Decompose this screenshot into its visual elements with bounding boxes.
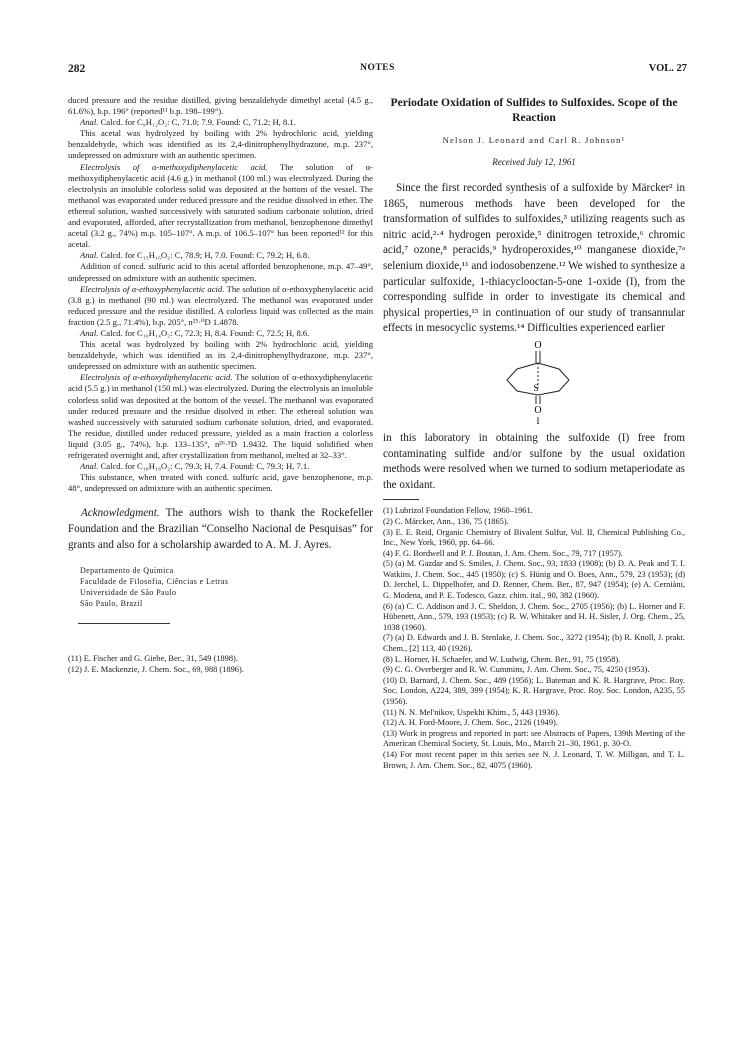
acknowledgment xyxy=(68,506,373,553)
analysis-text: Calcd. for C₁₅H₁₆O₂: C, 78.9; H, 7.0. Found: C, 79.2; H, 6.8. xyxy=(98,250,310,261)
analysis-text: Calcd. for C₉H₁₂O₂: C, 71.0; 7.9. Found: C, 71.2; H, 8.1. xyxy=(98,117,296,128)
right-column xyxy=(383,95,685,771)
paragraph: This substance, when treated with concd. sulfuric acid, gave benzophenone, m.p. 48°, undepressed on admixture with an authentic specimen. xyxy=(68,472,373,494)
sulfoxide-oxygen-label: O xyxy=(534,404,542,416)
article-authors: Nelson J. Leonard and Carl R. Johnson¹ xyxy=(442,135,626,145)
footnote: (3) E. E. Reid, Organic Chemistry of Bivalent Sulfur, Vol. II, Chemical Publishing Co., Inc., New York, 1960, pp. 64–66. xyxy=(383,527,685,548)
analysis-label: Anal. xyxy=(80,461,99,472)
footnote: (10) D. Barnard, J. Chem. Soc., 489 (1956); L. Bateman and K. R. Hargrave, Proc. Roy. Soc. London, A224, 389, 399 (1954); K. R. Hargrave, Proc. Roy. Soc. London, A235, 55 (1956). xyxy=(383,675,685,706)
footnote: (12) A. H. Ford-Moore, J. Chem. Soc., 2126 (1949). xyxy=(383,718,558,728)
page-number: 282 xyxy=(68,63,86,75)
analysis-label: Anal. xyxy=(80,250,99,261)
analysis-paragraph xyxy=(68,328,373,339)
address-line: São Paulo, Brazil xyxy=(80,599,143,609)
footnote: (1) Lubrizol Foundation Fellow, 1960–1961. xyxy=(383,506,533,516)
body-paragraph: Since the first recorded synthesis of a sulfoxide by Märcker² in 1865, numerous methods have been developed for the transformation of sulfides to sulfoxides,³ utilizing reagents such as nitric acid,²·⁴ hydrogen peroxide,⁵ dinitrogen tetroxide,⁶ chromic acid,⁷ ozone,⁸ peracids,⁹ hydroperoxides,¹⁰ manganese dioxide,⁷ᵃ selenium dioxide,¹¹ and iodosobenzene.¹² We wished to synthesize a particular sulfoxide, 1-thiacyclooctan-5-one 1-oxide (I), from the corresponding sulfide in order to investigate its chemical and physical properties,¹³ in continuation of our study of transannular effects in mesocyclic systems.¹⁴ Difficulties experienced earlier xyxy=(383,182,685,335)
experimental-text: The solution of α-methoxydiphenylacetic acid (4.6 g.) in methanol (100 ml.) was electrolyzed. During the electrolysis an insoluble colorless solid was deposited at the bottom of the vessel. The methanol was evaporated under reduced pressure and the residue dissolved in ether. The ethereal solution, washed successively with saturated sodium carbonate solution, dried and evaporated, afforded, after recrystallization from methanol, benzophenone dimethyl acetal (3.2 g., 74%) m.p. 105–107°. A m.p. of 106.5–107° has been reported¹² for this acetal. xyxy=(68,161,373,250)
footnote-divider xyxy=(383,499,419,500)
analysis-paragraph xyxy=(68,461,373,472)
experimental-text: The solution of α-ethoxydiphenylacetic acid (5.5 g.) in methanol (150 ml.) was electrolyzed. During the electrolysis an insoluble colorless solid was deposited at the bottom of the vessel. The methanol was evaporated under reduced pressure and the residue disolved in ether. The ethereal solution was washed successively with saturated sodium carbonate solution, dried, and evaporated. The residue, distilled under reduced pressure, yielded as a main fraction a colorless liquid (3.05 g., 74%), b.p. 133–135°, n²⁶·⁵D 1.9432. The liquid solidified when refrigerated overnight and, after crystallization from methanol, melted at 32–33°. xyxy=(68,372,373,460)
experimental-paragraph xyxy=(68,372,373,461)
body-paragraph: in this laboratory in obtaining the sulfoxide (I) free from contaminating sulfide and/or sulfone by the usual oxidation methods were resolved when we turned to sodium metaperiodate as the oxidant. xyxy=(383,431,685,491)
experimental-paragraph xyxy=(68,162,373,251)
experimental-paragraph xyxy=(68,284,373,328)
paragraph: This acetal was hydrolyzed by boiling with 2% hydrochloric acid, yielding benzaldehyde, which was identified as its 2,4-dinitrophenylhydrazone, m.p. 237°, undepressed on admixture with an authentic specimen. xyxy=(68,339,373,372)
footnote: (4) F. G. Bordwell and P. J. Boutan, J. Am. Chem. Soc., 79, 717 (1957). xyxy=(383,548,623,558)
carbonyl-oxygen-label: O xyxy=(534,339,542,351)
footnote: (2) C. Märcker, Ann., 136, 75 (1865). xyxy=(383,516,509,526)
address-line: Faculdade de Filosofia, Ciências e Letras xyxy=(80,577,229,587)
address-line: Departamento de Química xyxy=(80,566,174,576)
volume-label: VOL. 27 xyxy=(648,63,687,74)
footnote-divider xyxy=(78,623,170,624)
address-line: Universidade de São Paulo xyxy=(80,588,177,598)
footnote: (5) (a) M. Gazdar and S. Smiles, J. Chem. Soc., 93, 1833 (1908); (b) D. A. Peak and T. I. Watkins, J. Chem. Soc., 445 (1950); (c) S. Hünig and O. Boes, Ann., 579, 23 (1953); (d) D. Jerchel, L. Dippelhofer, and D. Renner, Chem. Ber., 87, 947 (1954); (e) A. Cerniàni, G. Modena, and P. E. Todesco, Gazz. chim. ital., 90, 382 (1960). xyxy=(383,559,685,601)
footnote: (6) (a) C. C. Addison and J. C. Sheldon, J. Chem. Soc., 2705 (1956); (b) L. Horner and F. Hübenett, Ann., 579, 193 (1953); (c) R. W. Whitaker and H. H. Sisler, J. Org. Chem., 25, 1038 (1960). xyxy=(383,601,685,632)
received-date: Received July 12, 1961 xyxy=(492,157,576,167)
section-title: NOTES xyxy=(360,63,395,73)
footnote: (13) Work in progress and reported in part: see Abstracts of Papers, 139th Meeting of the American Chemical Society, St. Louis, Mo., March 21–30, 1961, p. 30-O. xyxy=(383,728,685,749)
footnote: (7) (a) D. Edwards and J. B. Stenlake, J. Chem. Soc., 3272 (1954); (b) R. Knoll, J. prakt. Chem., [2] 113, 40 (1926). xyxy=(383,633,685,654)
thiacyclooctanone-oxide-diagram xyxy=(493,339,583,425)
analysis-label: Anal. xyxy=(80,327,99,338)
experimental-heading: Electrolysis of α-ethoxydiphenylacetic acid. xyxy=(80,372,233,383)
analysis-text: Calcd. for C₁₆H₁₈O₂: C, 79.3; H, 7.4. Found: C, 79.3; H, 7.1. xyxy=(98,461,310,472)
analysis-paragraph xyxy=(68,250,373,261)
chemical-structure-I xyxy=(383,339,685,425)
acknowledgment-label: Acknowledgment. xyxy=(81,507,160,520)
affiliation-address xyxy=(68,565,373,609)
analysis-label: Anal. xyxy=(80,117,99,128)
acknowledgment-text: The authors wish to thank the Rockefeller Foundation and the Brazilian “Conselho Nacional de Pesquisas” for grants and also for a scholarship awarded to A. M. J. Ayres. xyxy=(68,507,373,551)
footnote: (12) J. E. Mackenzie, J. Chem. Soc., 69, 988 (1896). xyxy=(68,664,244,674)
footnote: (14) For most recent paper in this series see N. J. Leonard, T. W. Milligan, and T. L. Brown, J. Am. Chem. Soc., 82, 4075 (1960). xyxy=(383,749,685,770)
footnote: (9) C. G. Overberger and R. W. Cummins, J. Am. Chem. Soc., 75, 4250 (1953). xyxy=(383,665,650,675)
paragraph: duced pressure and the residue distilled, giving benzaldehyde dimethyl acetal (4.5 g., 61.6%), b.p. 196° (reported¹¹ b.p. 198–199°). xyxy=(68,95,373,117)
footnote: (11) N. N. Mel'nikov, Uspekhi Khim., 5, 443 (1936). xyxy=(383,707,560,717)
analysis-text: Calcd. for C₁₀H₁₄O₂: C, 72.3; H, 8.4. Found: C, 72.5; H, 8.6. xyxy=(98,327,310,338)
paragraph: This acetal was hydrolyzed by boiling with 2% hydrochloric acid, yielding benzaldehyde, which was identified as its 2,4-dinitrophenylhydrazone, m.p. 237°, undepressed on admixture with an authentic specimen. xyxy=(68,128,373,161)
paragraph: Addition of concd. sulfuric acid to this acetal afforded benzophenone, m.p. 47–49°, undepressed on admixture with an authentic specimen. xyxy=(68,261,373,283)
left-column xyxy=(68,95,373,675)
sulfur-atom-label: S xyxy=(533,382,539,393)
experimental-heading: Electrolysis of α-methoxydiphenylacetic acid. xyxy=(80,161,268,172)
footnote: (8) L. Horner, H. Schaefer, and W. Ludwig, Chem. Ber., 91, 75 (1958). xyxy=(383,654,621,664)
analysis-paragraph xyxy=(68,117,373,128)
compound-label: I xyxy=(536,415,540,425)
article-title: Periodate Oxidation of Sulfides to Sulfoxides. Scope of the Reaction xyxy=(390,96,678,124)
experimental-heading: Electrolysis of α-ethoxyphenylacetic acid. xyxy=(80,283,225,294)
experimental-text: The solution of α-ethoxyphenylacetic acid (3.8 g.) in methanol (90 ml.) was electrolyzed. The methanol was evaporated under reduced pressure and the residue distilled. A colorless liquid was collected as the main fraction (2.5 g., 71.4%), b.p. 205°, n²⁵·⁰D 1.4878. xyxy=(68,283,373,327)
right-footnotes xyxy=(383,506,685,771)
footnote: (11) E. Fischer and G. Giebe, Ber., 31, 549 (1898). xyxy=(68,654,238,664)
running-head xyxy=(68,63,687,77)
left-footnotes xyxy=(68,654,373,675)
